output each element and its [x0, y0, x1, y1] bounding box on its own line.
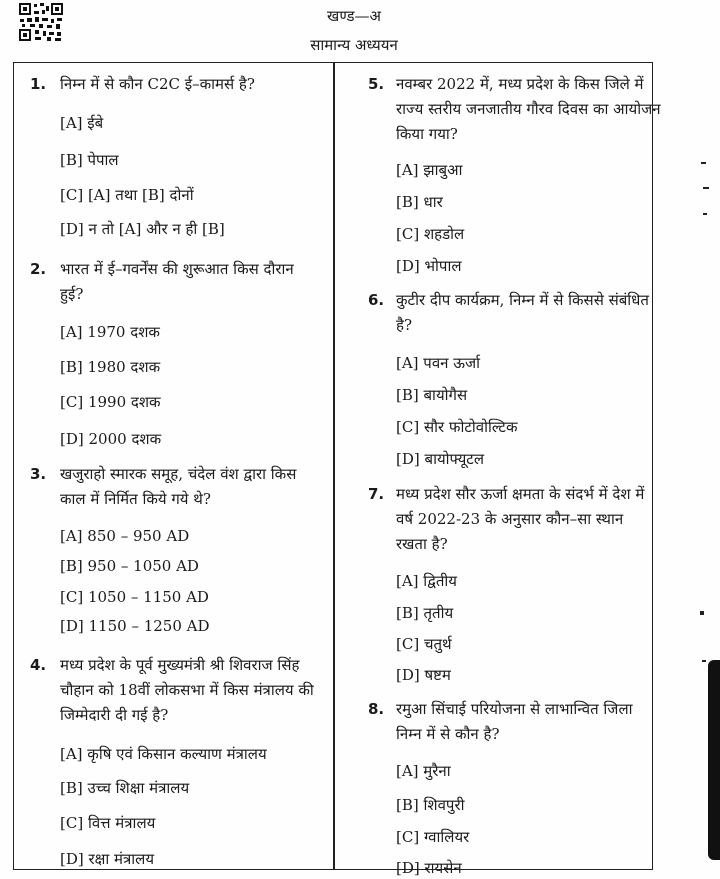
- question-number: 7.: [368, 485, 385, 503]
- question-text: नवम्बर 2022 में, मध्य प्रदेश के किस जिले में: [396, 75, 644, 93]
- question-number: 6.: [368, 291, 385, 309]
- answer-option: [C] ग्वालियर: [396, 828, 470, 846]
- question-text: रखता है?: [396, 535, 448, 553]
- answer-option: [C] सौर फोटोवोल्टिक: [396, 418, 518, 436]
- question-text: राज्य स्तरीय जनजातीय गौरव दिवस का आयोजन: [396, 100, 661, 118]
- question-text: चौहान को 18वीं लोकसभा में किस मंत्रालय की: [60, 681, 314, 699]
- question-number: 5.: [368, 75, 385, 93]
- scan-mark: [702, 660, 706, 662]
- column-divider: [333, 62, 335, 870]
- scan-mark: [700, 611, 704, 615]
- question-number: 4.: [30, 656, 47, 674]
- subject-title: सामान्य अध्ययन: [310, 36, 398, 54]
- answer-option: [C] वित्त मंत्रालय: [60, 814, 156, 832]
- question-number: 2.: [30, 260, 47, 278]
- answer-option: [A] कृषि एवं किसान कल्याण मंत्रालय: [60, 745, 267, 763]
- question-text: कुटीर दीप कार्यक्रम, निम्न में से किससे संबंधित: [396, 291, 649, 309]
- answer-option: [A] ईबे: [60, 114, 104, 132]
- answer-option: [B] धार: [396, 193, 443, 211]
- answer-option: [C] चतुर्थ: [396, 635, 452, 653]
- answer-option: [D] 1150 – 1250 AD: [60, 617, 210, 635]
- answer-option: [D] न तो [A] और न ही [B]: [60, 220, 225, 238]
- question-text: वर्ष 2022-23 के अनुसार कौन–सा स्थान: [396, 510, 624, 528]
- answer-option: [A] मुरैना: [396, 762, 451, 780]
- question-text: खजुराहो स्मारक समूह, चंदेल वंश द्वारा किस: [60, 465, 297, 483]
- question-text: किया गया?: [396, 125, 458, 143]
- question-text: काल में निर्मित किये गये थे?: [60, 490, 211, 508]
- answer-option: [A] झाबुआ: [396, 161, 463, 179]
- question-number: 3.: [30, 465, 47, 483]
- answer-option: [B] पेपाल: [60, 151, 119, 169]
- scan-edge: [708, 660, 720, 860]
- answer-option: [A] 850 – 950 AD: [60, 527, 190, 545]
- answer-option: [D] भोपाल: [396, 257, 462, 275]
- scan-mark: [701, 162, 706, 164]
- answer-option: [A] द्वितीय: [396, 572, 457, 590]
- answer-option: [D] रक्षा मंत्रालय: [60, 850, 155, 868]
- question-number: 8.: [368, 700, 385, 718]
- answer-option: [B] 950 – 1050 AD: [60, 557, 199, 575]
- answer-option: [B] तृतीय: [396, 604, 454, 622]
- question-text: निम्न में से कौन C2C ई–कामर्स है?: [60, 75, 255, 93]
- question-text: निम्न में से कौन है?: [396, 725, 500, 743]
- question-text: रमुआ सिंचाई परियोजना से लाभान्वित जिला: [396, 700, 633, 718]
- answer-option: [A] 1970 दशक: [60, 323, 160, 341]
- question-text: हुई?: [60, 285, 84, 303]
- answer-option: [D] षष्टम: [396, 666, 451, 684]
- answer-option: [C] 1050 – 1150 AD: [60, 588, 209, 606]
- question-text: भारत में ई–गवर्नेंस की शुरूआत किस दौरान: [60, 260, 294, 278]
- answer-option: [B] उच्च शिक्षा मंत्रालय: [60, 779, 190, 797]
- answer-option: [D] 2000 दशक: [60, 430, 162, 448]
- section-title: खण्ड—अ: [327, 7, 381, 25]
- answer-option: [D] बायोफ्यूटल: [396, 450, 485, 468]
- answer-option: [B] 1980 दशक: [60, 358, 161, 376]
- question-text: जिम्मेदारी दी गई है?: [60, 706, 169, 724]
- question-text: मध्य प्रदेश के पूर्व मुख्यमंत्री श्री शिवराज सिंह: [60, 656, 300, 674]
- question-number: 1.: [30, 75, 47, 93]
- question-text: मध्य प्रदेश सौर ऊर्जा क्षमता के संदर्भ में देश में: [396, 485, 645, 503]
- answer-option: [B] बायोगैस: [396, 386, 468, 404]
- scan-mark: [703, 213, 707, 215]
- scan-mark: [703, 187, 709, 189]
- question-text: है?: [396, 316, 413, 334]
- answer-option: [C] [A] तथा [B] दोनों: [60, 186, 194, 204]
- answer-option: [C] 1990 दशक: [60, 393, 161, 411]
- answer-option: [D] रायसेन: [396, 859, 462, 877]
- answer-option: [C] शहडोल: [396, 225, 465, 243]
- answer-option: [A] पवन ऊर्जा: [396, 354, 481, 372]
- answer-option: [B] शिवपुरी: [396, 796, 465, 814]
